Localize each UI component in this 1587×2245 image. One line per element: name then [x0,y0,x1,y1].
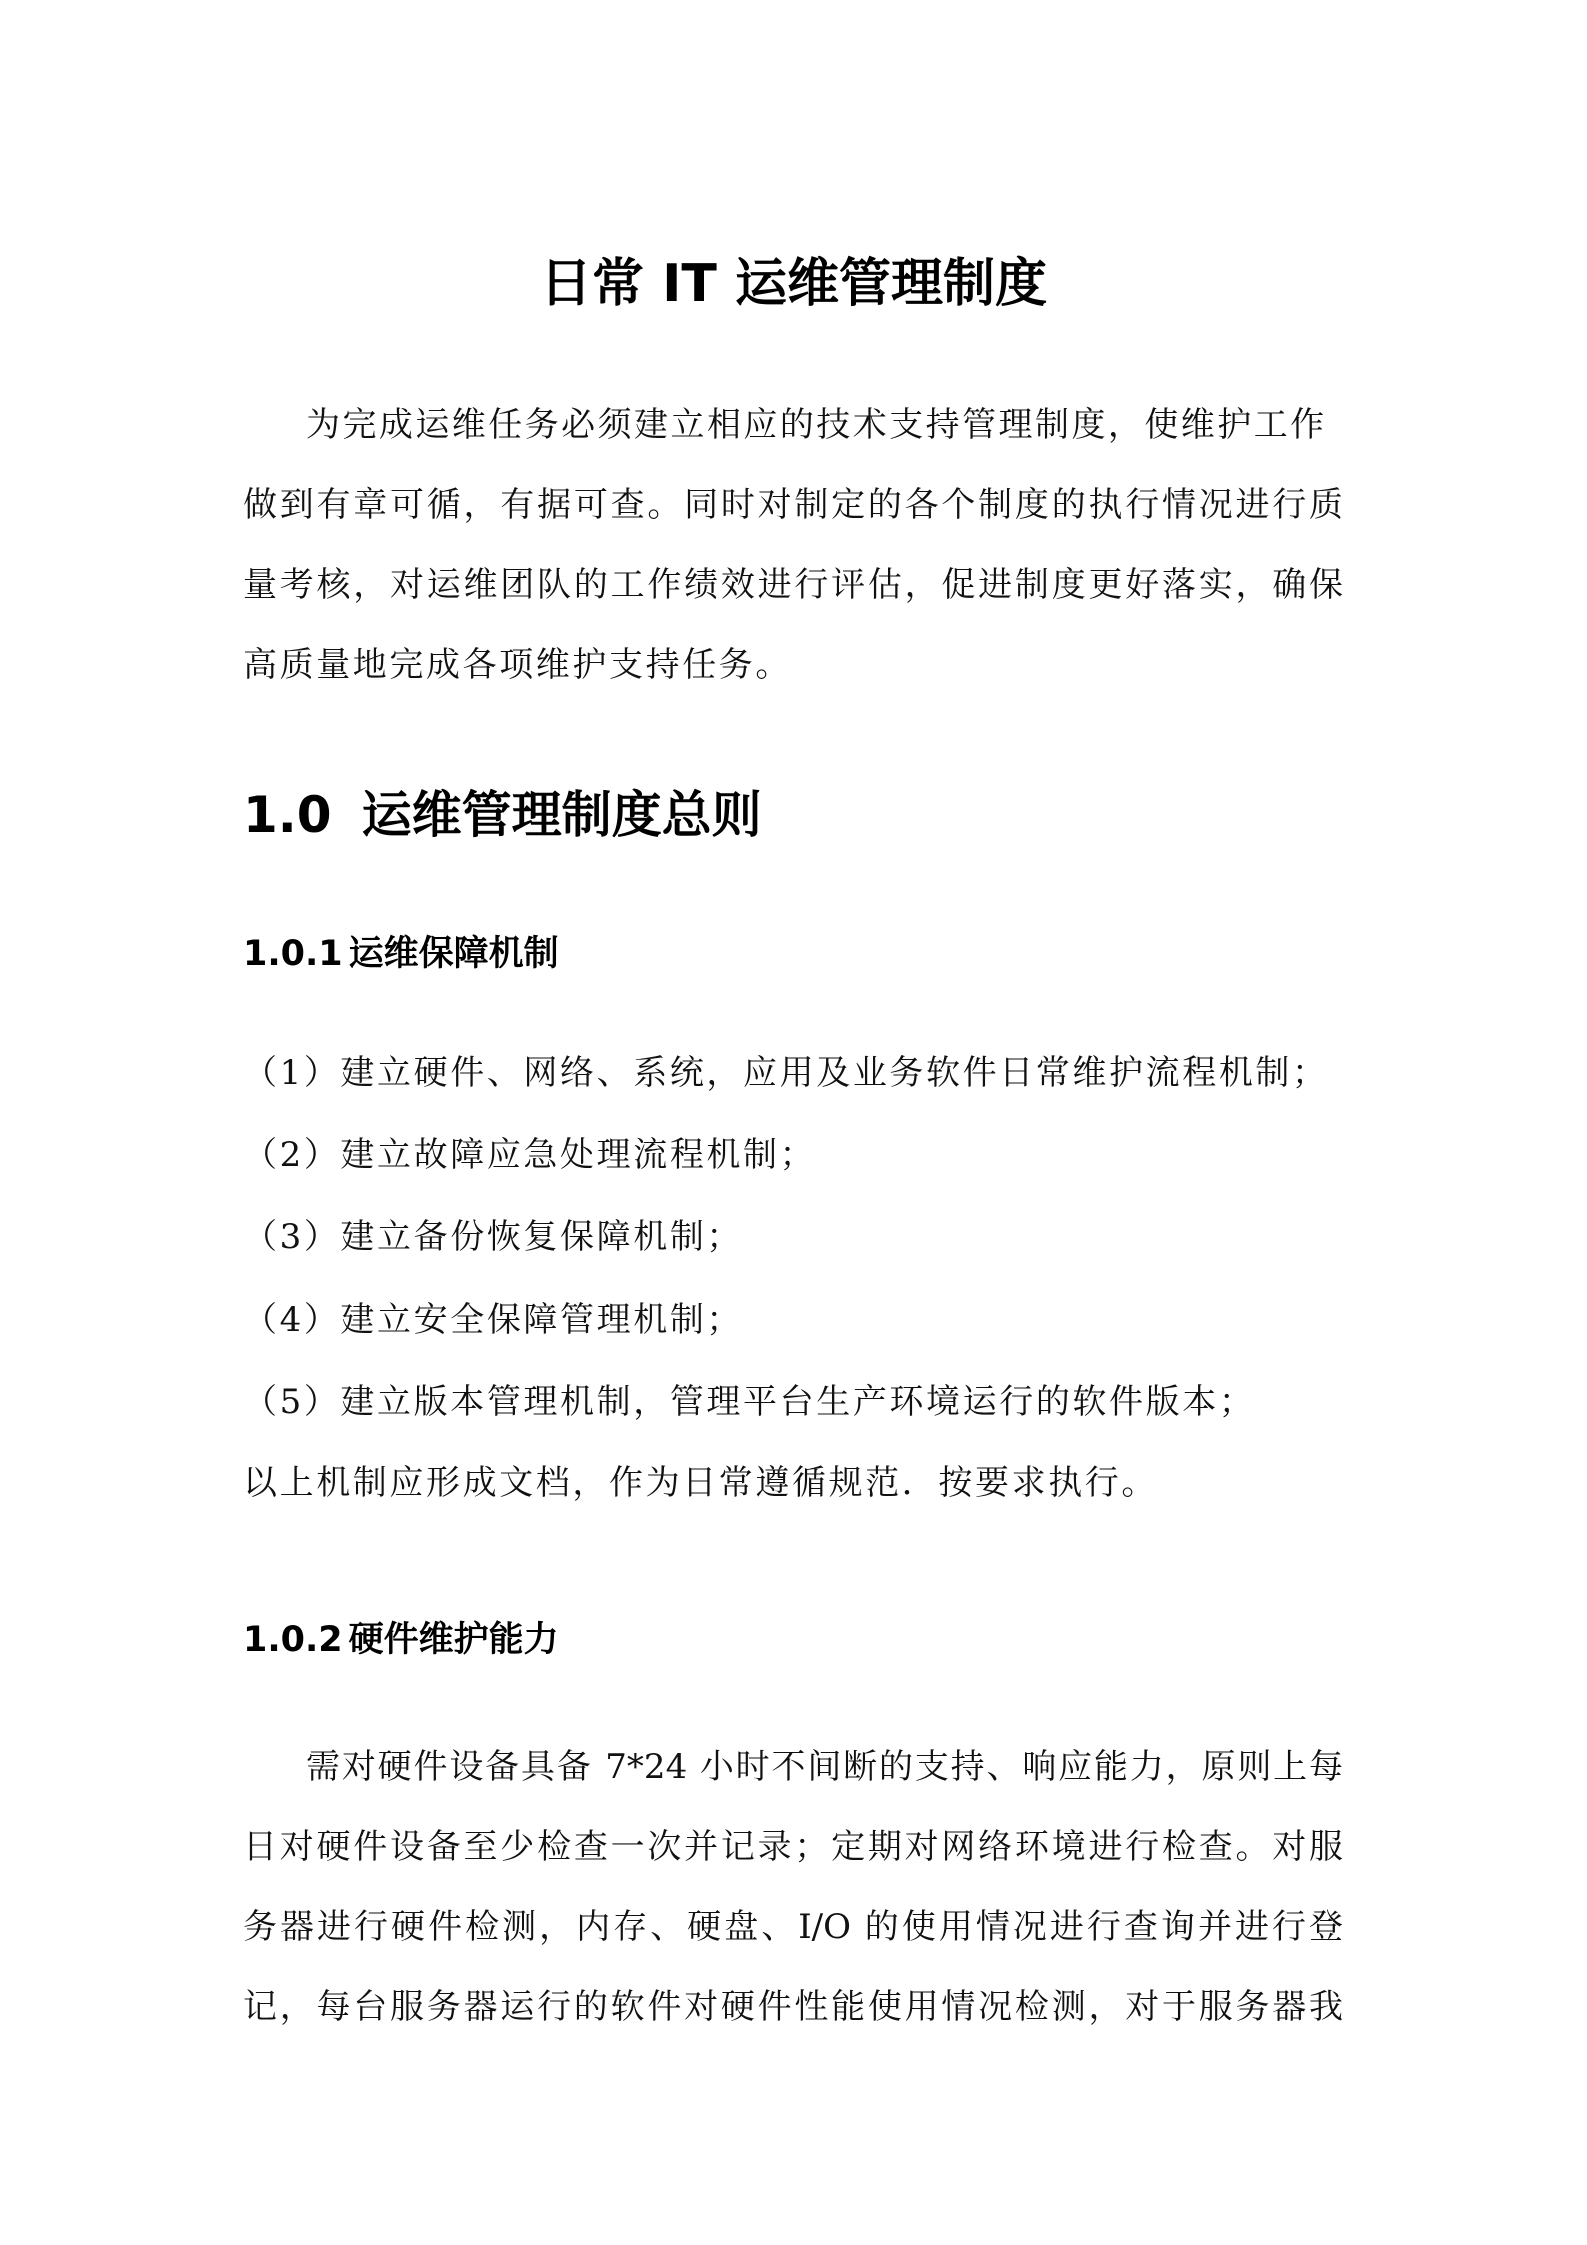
list-item: （1）建立硬件、网络、系统，应用及业务软件日常维护流程机制； [243,1053,1329,1093]
section-title: 硬件维护能力 [348,1620,559,1660]
section-number: 1.0 [243,786,332,844]
section-heading-1-0-1 [243,932,559,976]
section-title: 运维保障机制 [348,934,559,974]
paragraph-line: 量考核，对运维团队的工作绩效进行评估，促进制度更好落实，确保 [243,565,1343,605]
closing-note: 以上机制应形成文档，作为日常遵循规范．按要求执行。 [243,1463,1158,1503]
paragraph-line: 务器进行硬件检测，内存、硬盘、I/O 的使用情况进行查询并进行登 [243,1907,1343,1947]
paragraph-line: 做到有章可循，有据可查。同时对制定的各个制度的执行情况进行质 [243,485,1343,525]
section-heading-1-0 [243,785,762,845]
list-item: （5）建立版本管理机制，管理平台生产环境运行的软件版本； [243,1382,1256,1422]
paragraph-line: 记，每台服务器运行的软件对硬件性能使用情况检测，对于服务器我 [243,1987,1343,2027]
list-item: （4）建立安全保障管理机制； [243,1300,744,1340]
list-item: （2）建立故障应急处理流程机制； [243,1135,817,1175]
document-title: 日常 IT 运维管理制度 [539,254,1048,314]
paragraph-line: 需对硬件设备具备 7*24 小时不间断的支持、响应能力，原则上每 [306,1747,1343,1787]
paragraph-line: 日对硬件设备至少检查一次并记录；定期对网络环境进行检查。对服 [243,1827,1343,1867]
section-heading-1-0-2 [243,1618,559,1662]
list-item: （3）建立备份恢复保障机制； [243,1217,744,1257]
paragraph-line: 高质量地完成各项维护支持任务。 [243,645,792,685]
section-number: 1.0.2 [243,1620,343,1660]
section-title: 运维管理制度总则 [361,786,762,844]
paragraph-line: 为完成运维任务必须建立相应的技术支持管理制度，使维护工作 [306,405,1327,445]
section-number: 1.0.1 [243,934,343,974]
